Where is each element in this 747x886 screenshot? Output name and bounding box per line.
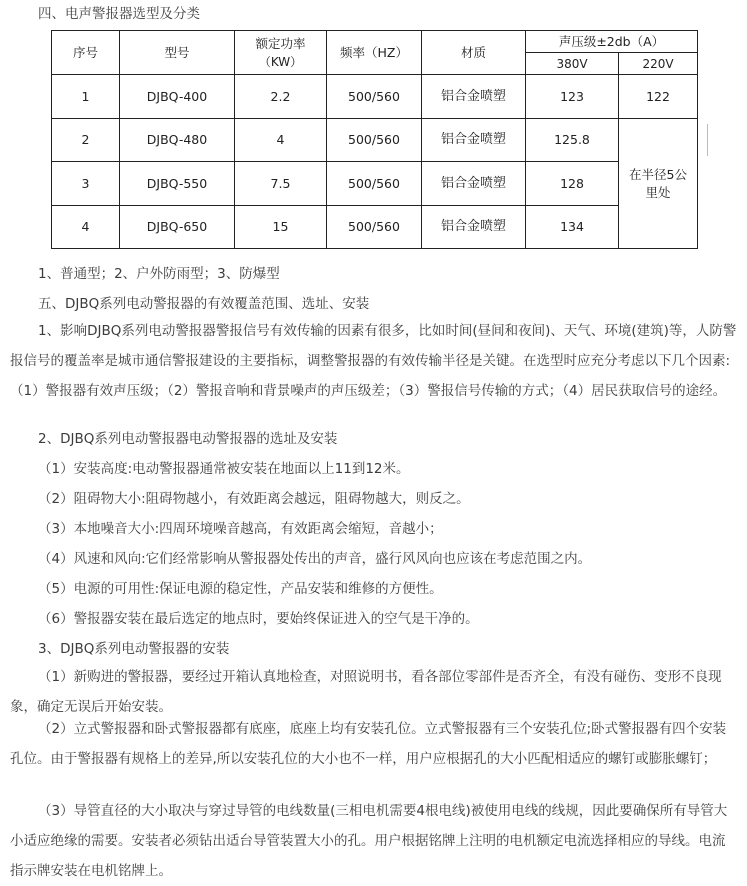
table-row — [52, 162, 698, 206]
cell-spl380: 125.8 — [526, 119, 619, 162]
cell-model: DJBQ-550 — [120, 162, 235, 206]
cell-material: 铝合金喷塑 — [422, 75, 526, 119]
cell-frequency: 500/560 — [327, 75, 422, 119]
cell-spl380: 134 — [526, 206, 619, 249]
header-380v: 380V — [526, 53, 619, 75]
spec-table — [51, 30, 698, 249]
list-item: （6）警报器安装在最后选定的地点时，要始终保证进入的空气是干净的。 — [38, 611, 479, 627]
cell-model: DJBQ-480 — [120, 119, 235, 162]
cell-power: 2.2 — [235, 75, 327, 119]
cell-material: 铝合金喷塑 — [422, 119, 526, 162]
list-item: （5）电源的可用性:保证电源的稳定性，产品安装和维修的方便性。 — [38, 581, 443, 597]
header-material: 材质 — [422, 31, 526, 75]
merged-note-line2: 里处 — [645, 184, 671, 200]
cell-index: 4 — [52, 206, 120, 249]
cell-model: DJBQ-650 — [120, 206, 235, 249]
types-line: 1、普通型；2、户外防雨型；3、防爆型 — [38, 266, 280, 282]
cell-spl380: 128 — [526, 162, 619, 206]
header-power-line2: （KW） — [258, 54, 303, 69]
table-row — [52, 119, 698, 162]
cell-spl220: 122 — [619, 75, 698, 119]
paragraph-mounting: （2）立式警报器和卧式警报器都有底座，底座上均有安装孔位。立式警报器有三个安装孔位;卧式警报器有四个安装孔位。由于警报器有规格上的差异,所以安装孔位的大小也不一样，用户应根据孔的大小匹配相适应的螺钉或膨胀螺钉； — [10, 721, 727, 767]
cell-index: 3 — [52, 162, 120, 206]
paragraph-factors: 1、影响DJBQ系列电动警报器警报信号有效传输的因素有很多，比如时间(昼间和夜间)、天气、环境(建筑)等，人防警报信号的覆盖率是城市通信警报建设的主要指标，调整警报器的有效传输半径是关键。在选型时应充分考虑以下几个因素:（1）警报器有效声压级；（2）警报音响和背景噪声的声压级差；（3）警报信号传输的方式；（4）居民获取信号的途经。 — [10, 323, 737, 399]
cell-material: 铝合金喷塑 — [422, 162, 526, 206]
merged-note-cell — [619, 119, 698, 249]
cell-power: 4 — [235, 119, 327, 162]
cell-frequency: 500/560 — [327, 206, 422, 249]
table-row — [52, 206, 698, 249]
list-item: （3）本地噪音大小:四周环境噪音越高，有效距离会缩短，音越小； — [38, 521, 443, 537]
header-power — [235, 31, 327, 75]
header-index: 序号 — [52, 31, 120, 75]
cell-index: 2 — [52, 119, 120, 162]
list-item: （2）阻碍物大小:阻碍物越小，有效距离会越远，阻碍物越大，则反之。 — [38, 491, 470, 507]
subsection2-title: 2、DJBQ系列电动警报器电动警报器的选址及安装 — [38, 431, 338, 447]
cell-frequency: 500/560 — [327, 162, 422, 206]
header-220v: 220V — [619, 53, 698, 75]
header-spl-group: 声压级±2db（A） — [526, 31, 698, 53]
header-model: 型号 — [120, 31, 235, 75]
paragraph-inspection: （1）新购进的警报器，要经过开箱认真地检查，对照说明书，看各部位零部件是否齐全，有没有碰伤、变形不良现象，确定无误后开始安装。 — [10, 669, 722, 715]
cell-material: 铝合金喷塑 — [422, 206, 526, 249]
section5-title: 五、DJBQ系列电动警报器的有效覆盖范围、选址、安装 — [38, 296, 370, 312]
cell-power: 7.5 — [235, 162, 327, 206]
section4-title: 四、电声警报器选型及分类 — [38, 6, 200, 22]
cell-index: 1 — [52, 75, 120, 119]
cell-frequency: 500/560 — [327, 119, 422, 162]
subsection3-title: 3、DJBQ系列电动警报器的安装 — [38, 641, 230, 657]
cell-power: 15 — [235, 206, 327, 249]
table-row — [52, 75, 698, 119]
merged-note-line1: 在半径5公 — [629, 166, 687, 182]
divider-mark — [707, 124, 708, 156]
header-power-line1: 额定功率 — [255, 35, 306, 51]
list-item: （1）安装高度:电动警报器通常被安装在地面以上11到12米。 — [38, 461, 410, 477]
cell-spl380: 123 — [526, 75, 619, 119]
cell-model: DJBQ-400 — [120, 75, 235, 119]
paragraph-conduit: （3）导管直径的大小取决与穿过导管的电线数量(三相电机需要4根电线)被使用电线的线规，因此要确保所有导管大小适应绝缘的需要。安装者必须钻出适台导管装置大小的孔。用户根据铭牌上注明的电机额定电流选择相应的导线。电流指示牌安装在电机铭牌上。 — [10, 803, 728, 879]
list-item: （4）风速和风向:它们经常影响从警报器处传出的声音，盛行风风向也应该在考虑范围之内。 — [38, 551, 592, 567]
header-frequency: 频率（HZ） — [327, 31, 422, 75]
